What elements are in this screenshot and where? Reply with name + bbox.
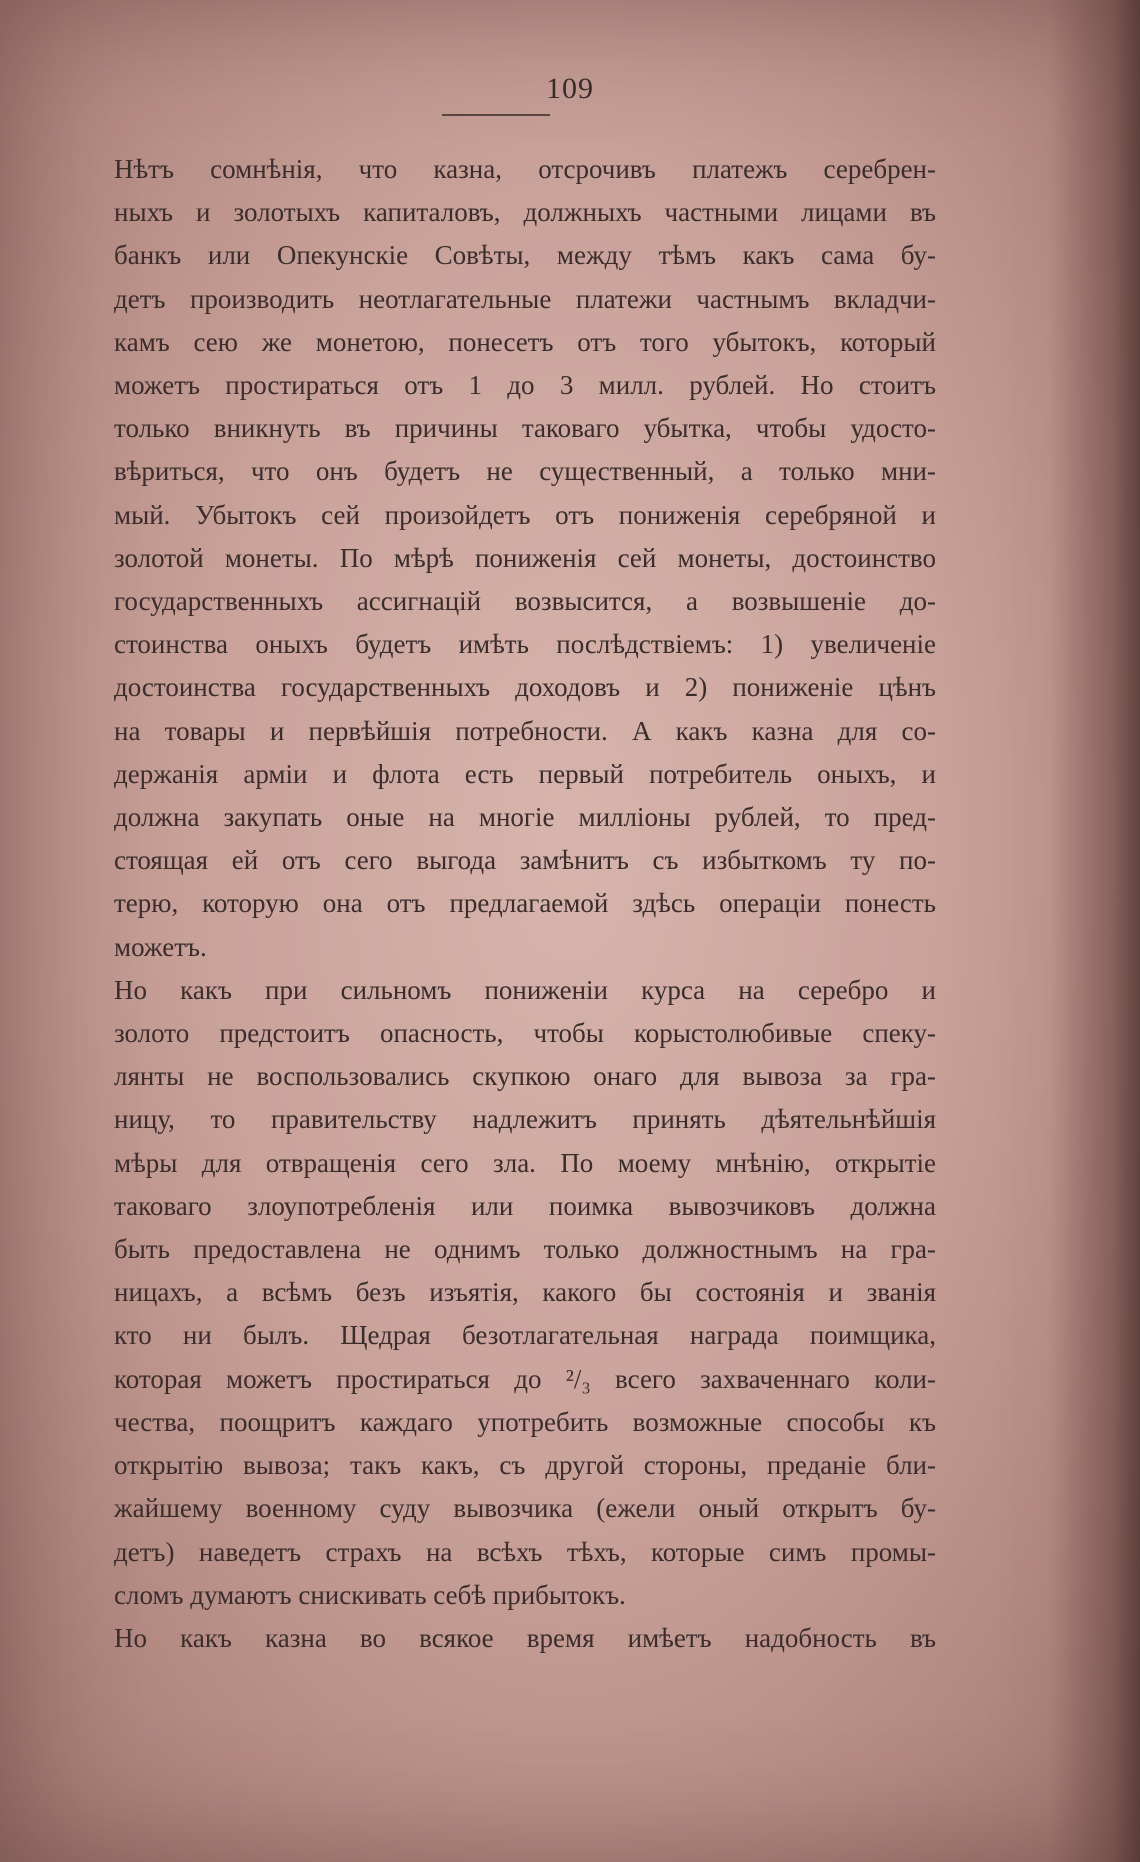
text-line: стоинства оныхъ будетъ имѣть послѣдствіемъ: 1) увеличеніе <box>114 629 936 660</box>
text-line: только вникнуть въ причины таковаго убытка, чтобы удосто- <box>114 413 936 444</box>
text-line: на товары и первѣйшія потребности. А какъ казна для со- <box>114 715 936 746</box>
text-line: открытію вывоза; такъ какъ, съ другой стороны, преданіе бли- <box>114 1450 936 1481</box>
page-number: 109 <box>546 72 594 105</box>
body-text <box>114 148 936 1660</box>
text-line: Нѣтъ сомнѣнія, что казна, отсрочивъ платежъ серебрен- <box>114 154 936 184</box>
text-line: должна закупать оные на многіе милліоны рублей, то пред- <box>114 802 936 833</box>
text-line: сломъ думаютъ снискивать себѣ прибытокъ. <box>114 1579 626 1610</box>
paragraph-1 <box>114 148 936 969</box>
text-line: Но какъ при сильномъ пониженіи курса на серебро и <box>114 974 936 1005</box>
header-rule <box>442 114 550 116</box>
text-line: ницахъ, а всѣмъ безъ изъятія, какого бы состоянія и званія <box>114 1277 936 1308</box>
text-line: таковаго злоупотребленія или поимка вывозчиковъ должна <box>114 1190 936 1221</box>
text-line: государственныхъ ассигнацій возвысится, а возвышеніе до- <box>114 586 936 617</box>
text-line: мѣры для отвращенія сего зла. По моему мнѣнію, открытіе <box>114 1147 936 1178</box>
text-line: стоящая ей отъ сего выгода замѣнитъ съ избыткомъ ту по- <box>114 845 936 876</box>
text-line: держанія арміи и флота есть первый потребитель оныхъ, и <box>114 758 936 789</box>
text-line: достоинства государственныхъ доходовъ и 2) пониженіе цѣнъ <box>114 672 936 703</box>
text-line: терю, которую она отъ предлагаемой здѣсь операціи понесть <box>114 888 936 919</box>
text-line: чества, поощритъ каждаго употребить возможные способы къ <box>114 1406 936 1437</box>
text-line: кто ни былъ. Щедрая безотлагательная награда поимщика, <box>114 1320 936 1351</box>
text-line: камъ сею же монетою, понесетъ отъ того убытокъ, который <box>114 326 936 357</box>
text-line: которая можетъ простираться до ²/₃ всего захваченнаго коли- <box>114 1363 936 1394</box>
paragraph-3 <box>114 1617 936 1660</box>
text-line: банкъ или Опекунскіе Совѣты, между тѣмъ какъ сама бу- <box>114 240 936 271</box>
text-line: детъ производить неотлагательные платежи частнымъ вкладчи- <box>114 283 936 314</box>
text-line: быть предоставлена не однимъ только должностнымъ на гра- <box>114 1234 936 1265</box>
text-line: можетъ простираться отъ 1 до 3 милл. рублей. Но стоитъ <box>114 370 936 401</box>
text-line: Но какъ казна во всякое время имѣетъ надобность въ <box>114 1622 936 1653</box>
text-line: золото предстоитъ опасность, чтобы корыстолюбивые спеку- <box>114 1018 936 1049</box>
text-line: вѣриться, что онъ будетъ не существенный, а только мни- <box>114 456 936 487</box>
text-line: можетъ. <box>114 931 207 962</box>
paragraph-2 <box>114 969 936 1617</box>
text-line: лянты не воспользовались скупкою онаго для вывоза за гра- <box>114 1061 936 1092</box>
text-line: детъ) наведетъ страхъ на всѣхъ тѣхъ, которые симъ промы- <box>114 1536 936 1567</box>
text-line: жайшему военному суду вывозчика (ежели оный открытъ бу- <box>114 1493 936 1524</box>
text-line: мый. Убытокъ сей произойдетъ отъ пониженія серебряной и <box>114 499 936 530</box>
text-line: ницу, то правительству надлежитъ принять дѣятельнѣйшія <box>114 1104 936 1135</box>
text-line: золотой монеты. По мѣрѣ пониженія сей монеты, достоинство <box>114 542 936 573</box>
text-line: ныхъ и золотыхъ капиталовъ, должныхъ частными лицами въ <box>114 197 936 228</box>
